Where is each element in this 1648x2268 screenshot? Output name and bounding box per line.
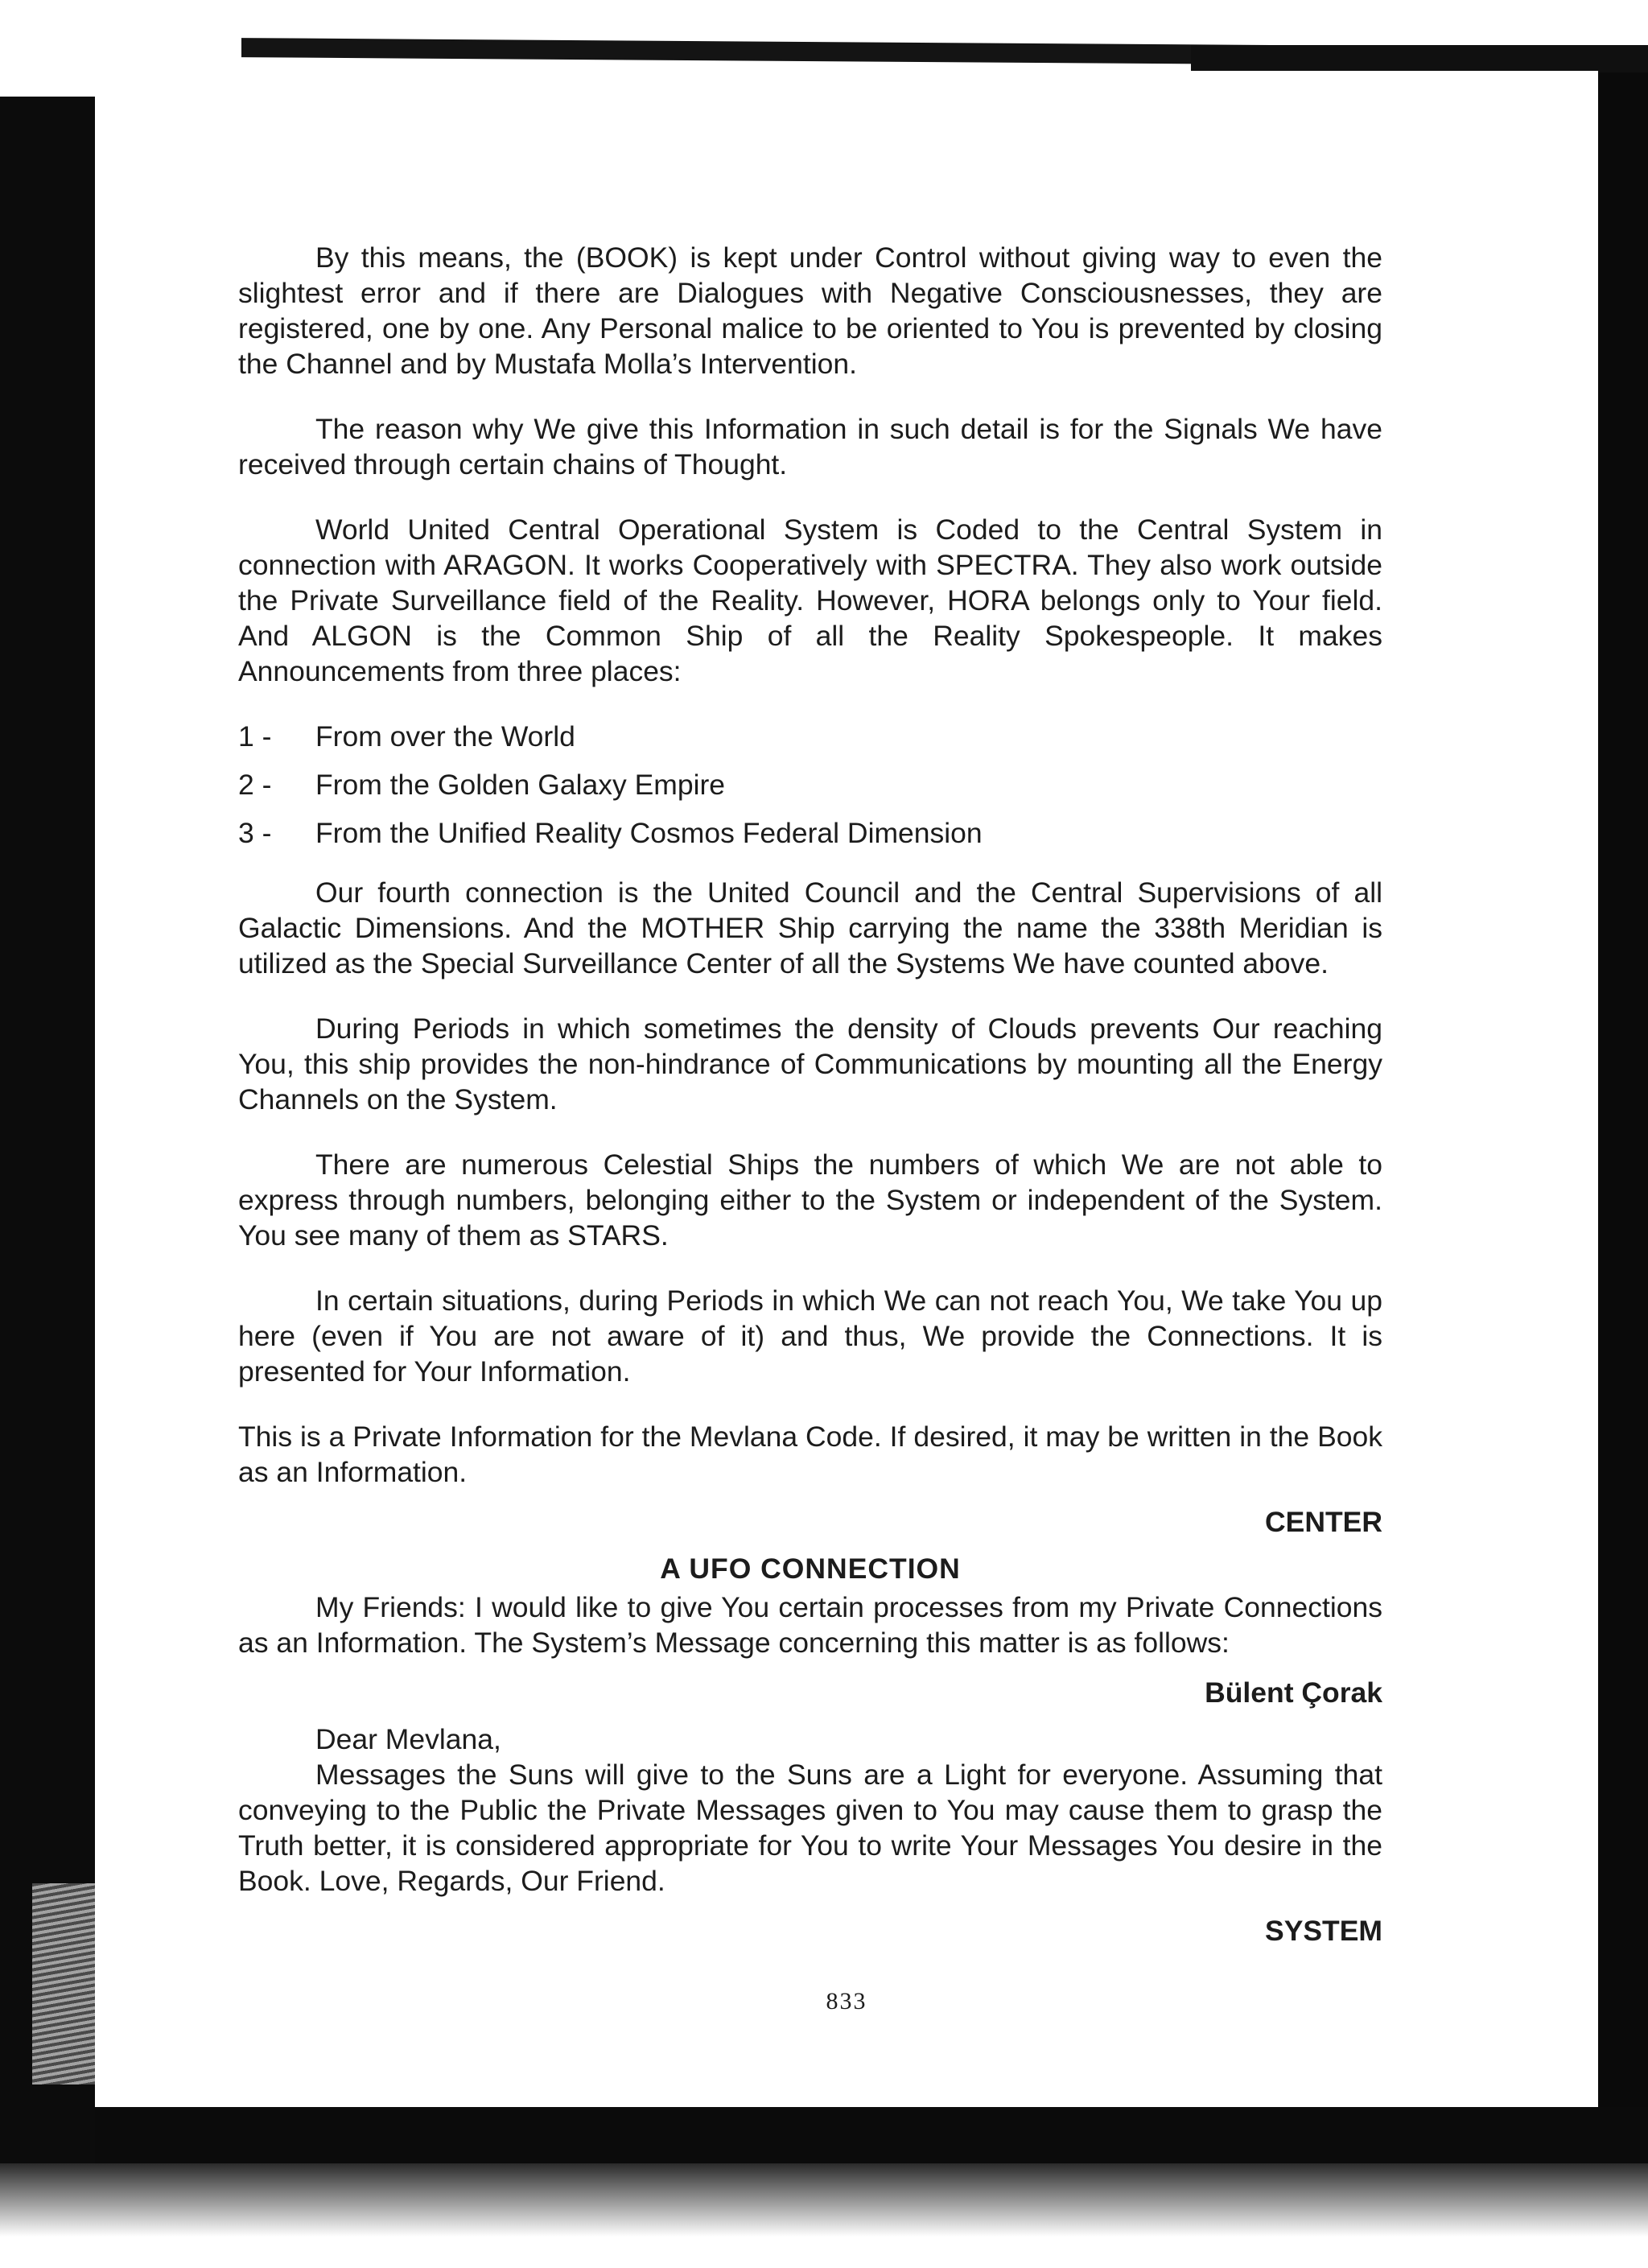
scan-shadow-right [1598, 72, 1648, 2189]
scan-noise [32, 1883, 95, 2084]
list-item [238, 767, 1382, 802]
list-item [238, 815, 1382, 851]
signature-center: CENTER [1265, 1506, 1382, 1538]
scan-shadow-bottom [95, 2107, 1648, 2163]
paragraph: During Periods in which sometimes the density of Clouds prevents Our reaching You, this ship provides the non-hindrance of Communications by mounting all the Energy Channels on the System. [238, 1012, 1382, 1115]
numbered-list [238, 719, 1382, 851]
list-item [238, 719, 1382, 754]
list-number: 2 - [238, 769, 272, 801]
signature-author: Bülent Çorak [1205, 1676, 1382, 1709]
scan-shadow-left [0, 97, 95, 2189]
list-text: From the Unified Reality Cosmos Federal Dimension [315, 817, 983, 849]
paragraph: World United Central Operational System is Coded to the Central System in connection with ARAGON. It works Cooperatively with SPECTRA. They also work outside the Private Surveillance field of the Reality. However, HORA belongs only to Your field. And ALGON is the Common Ship of all the Reality Spokespeople. It makes Announcements from three places: [238, 513, 1382, 687]
message: Messages the Suns will give to the Suns are a Light for everyone. Assuming that conveying to the Public the Private Messages given to You may cause them to grasp the Truth better, it is considered appropriate for You to write Your Messages You desire in the Book. Love, Regards, Our Friend. [238, 1759, 1382, 1897]
page-number: 833 [826, 1988, 867, 2014]
section-heading: A UFO CONNECTION [660, 1553, 961, 1585]
list-number: 3 - [238, 817, 272, 849]
book-page [95, 71, 1598, 2107]
list-text: From the Golden Galaxy Empire [315, 769, 726, 801]
paragraph: The reason why We give this Information in such detail is for the Signals We have received through certain chains of Thought. [238, 413, 1382, 480]
signature-system: SYSTEM [1265, 1915, 1382, 1947]
paragraph: Our fourth connection is the United Council and the Central Supervisions of all Galactic Dimensions. And the MOTHER Ship carrying the name the 338th Meridian is utilized as the Special Surveillance Center of all the Systems We have counted above. [238, 876, 1382, 979]
paragraph: In certain situations, during Periods in which We can not reach You, We take You up here (even if You are not aware of it) and thus, We provide the Connections. It is presented for Your Information. [238, 1285, 1382, 1388]
greeting: Dear Mevlana, [315, 1723, 501, 1755]
page-text [238, 240, 1382, 1960]
private-note: This is a Private Information for the Mevlana Code. If desired, it may be written in the Book as an Information. [238, 1421, 1382, 1488]
list-text: From over the World [315, 720, 575, 753]
paragraph: There are numerous Celestial Ships the numbers of which We are not able to express through numbers, belonging either to the System or independent of the System. You see many of them as STARS. [238, 1148, 1382, 1252]
paragraph: My Friends: I would like to give You certain processes from my Private Connections as an Information. The System’s Message concerning this matter is as follows: [238, 1591, 1382, 1659]
scan-margin [0, 0, 95, 97]
list-number: 1 - [238, 720, 272, 753]
scan-shadow-bottom-fade [0, 2163, 1648, 2268]
paragraph: By this means, the (BOOK) is kept under Control without giving way to even the slightest error and if there are Dialogues with Negative Consciousnesses, they are registered, one by one. Any Personal malice to be oriented to You is prevented by closing the Channel and by Mustafa Molla’s Intervention. [238, 241, 1382, 380]
